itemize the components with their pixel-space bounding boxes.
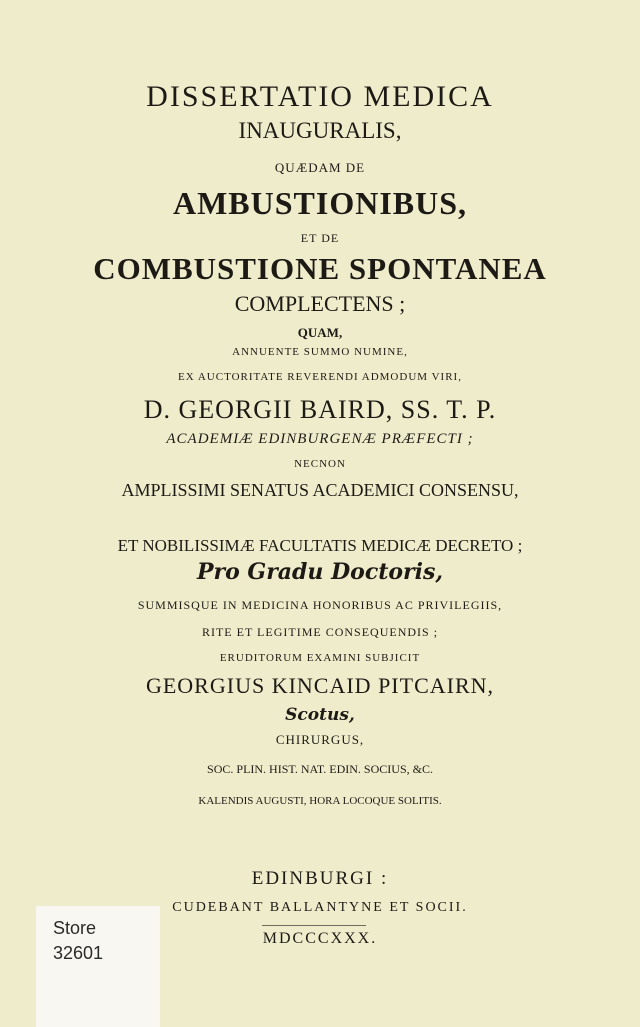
title-line-author-name: GEORGIUS KINCAID PITCAIRN, <box>145 673 495 698</box>
imprint-printer: CUDEBANT BALLANTYNE ET SOCII. <box>172 900 468 915</box>
library-shelf-label <box>36 906 160 1027</box>
title-line-ambustionibus: AMBUSTIONIBUS, <box>172 185 468 221</box>
title-line-amplissimi: AMPLISSIMI SENATUS ACADEMICI CONSENSU, <box>121 480 519 500</box>
imprint-city: EDINBURGI : <box>251 868 389 889</box>
title-line-dissertatio-medica: DISSERTATIO MEDICA <box>146 80 494 113</box>
library-label-store: Store <box>53 918 97 938</box>
title-line-pro-gradu-doctoris: Pro Gradu Doctoris, <box>196 559 444 585</box>
title-line-quam: QUAM, <box>297 325 343 340</box>
title-line-annuente: ANNUENTE SUMMO NUMINE, <box>232 346 408 358</box>
title-line-complectens: COMPLECTENS ; <box>234 291 406 316</box>
title-line-necnon: NECNON <box>294 458 346 470</box>
title-line-georgii-baird: D. GEORGII BAIRD, SS. T. P. <box>143 395 497 424</box>
title-line-soc-plin: SOC. PLIN. HIST. NAT. EDIN. SOCIUS, &C. <box>207 762 433 776</box>
title-line-academiae: ACADEMIÆ EDINBURGENÆ PRÆFECTI ; <box>166 431 474 447</box>
title-line-scotus: Scotus, <box>285 705 355 725</box>
title-line-ex-auctoritate: EX AUCTORITATE REVERENDI ADMODUM VIRI, <box>178 371 462 383</box>
title-line-eruditorum: ERUDITORUM EXAMINI SUBJICIT <box>219 652 421 664</box>
imprint-rule <box>262 925 366 926</box>
title-line-summisque: SUMMISQUE IN MEDICINA HONORIBUS AC PRIVILEGIIS, <box>137 598 503 612</box>
title-line-combustione-spontanea: COMBUSTIONE SPONTANEA <box>93 251 547 286</box>
imprint-year: MDCCCXXX. <box>262 930 378 947</box>
title-line-rite-et-legitime: RITE ET LEGITIME CONSEQUENDIS ; <box>201 625 439 639</box>
title-line-kalendis-augusti: KALENDIS AUGUSTI, HORA LOCOQUE SOLITIS. <box>198 795 442 807</box>
title-line-et-de: ET DE <box>300 231 340 245</box>
title-line-quaedam-de: QUÆDAM DE <box>274 160 366 175</box>
title-line-chirurgus: CHIRURGUS, <box>275 732 365 747</box>
title-line-nobilissimae: ET NOBILISSIMÆ FACULTATIS MEDICÆ DECRETO ; <box>117 536 523 555</box>
library-label-number: 32601 <box>53 943 104 963</box>
title-line-inauguralis: INAUGURALIS, <box>238 118 402 143</box>
